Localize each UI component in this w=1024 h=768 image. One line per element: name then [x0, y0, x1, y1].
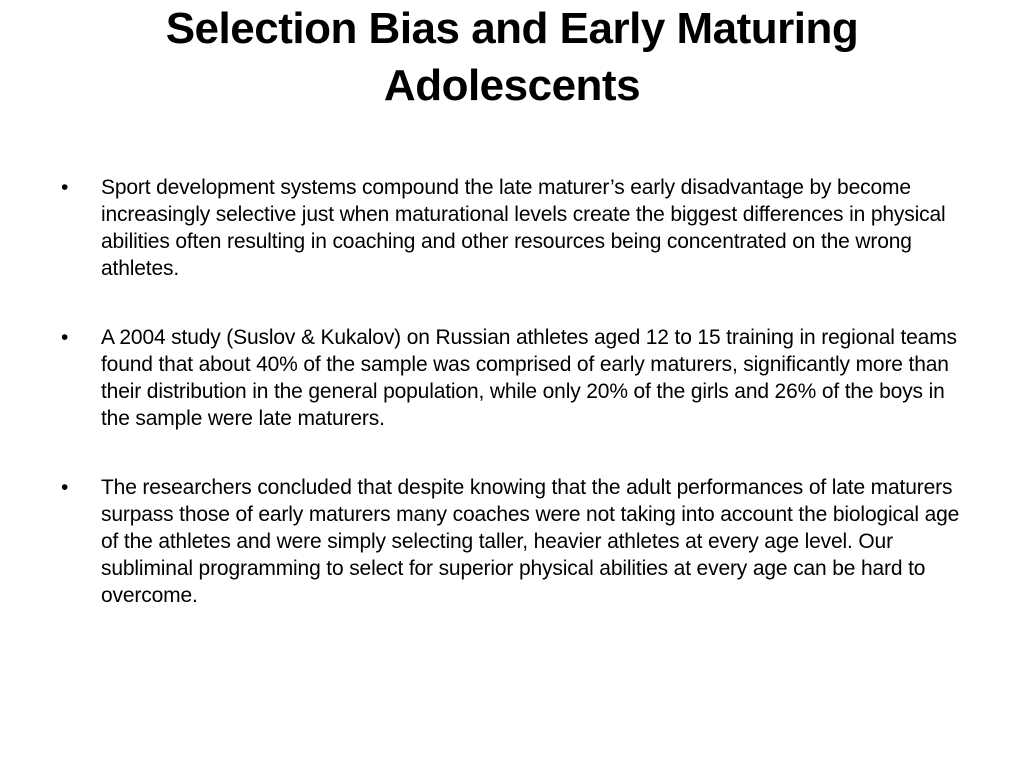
bullet-list: [61, 174, 971, 609]
bullet-icon: •: [61, 176, 69, 199]
bullet-item-2: [61, 324, 971, 432]
bullet-icon: •: [61, 326, 69, 349]
bullet-text-2: A 2004 study (Suslov & Kukalov) on Russian athletes aged 12 to 15 training in regional teams found that about 40% of the sample was comprised of early maturers, significantly more than their distribution in the general population, while only 20% of the girls and 26% of the boys in the sample were late maturers.: [101, 326, 957, 430]
bullet-text-3: The researchers concluded that despite knowing that the adult performances of late maturers surpass those of early maturers many coaches were not taking into account the biological age of the athletes and were simply selecting taller, heavier athletes at every age level. Our subliminal programming to select for superior physical abilities at every age can be hard to overcome.: [101, 476, 960, 607]
slide-title-line-2: Adolescents: [383, 61, 641, 110]
slide-title: [60, 0, 964, 114]
bullet-icon: •: [61, 476, 69, 499]
bullet-text-1: Sport development systems compound the late maturer’s early disadvantage by become increasingly selective just when maturational levels create the biggest differences in physical abilities often resulting in coaching and other resources being concentrated on the wrong athletes.: [101, 176, 946, 280]
bullet-item-3: [61, 474, 971, 609]
slide-title-line-1: Selection Bias and Early Maturing: [165, 4, 859, 53]
bullet-item-1: [61, 174, 971, 282]
